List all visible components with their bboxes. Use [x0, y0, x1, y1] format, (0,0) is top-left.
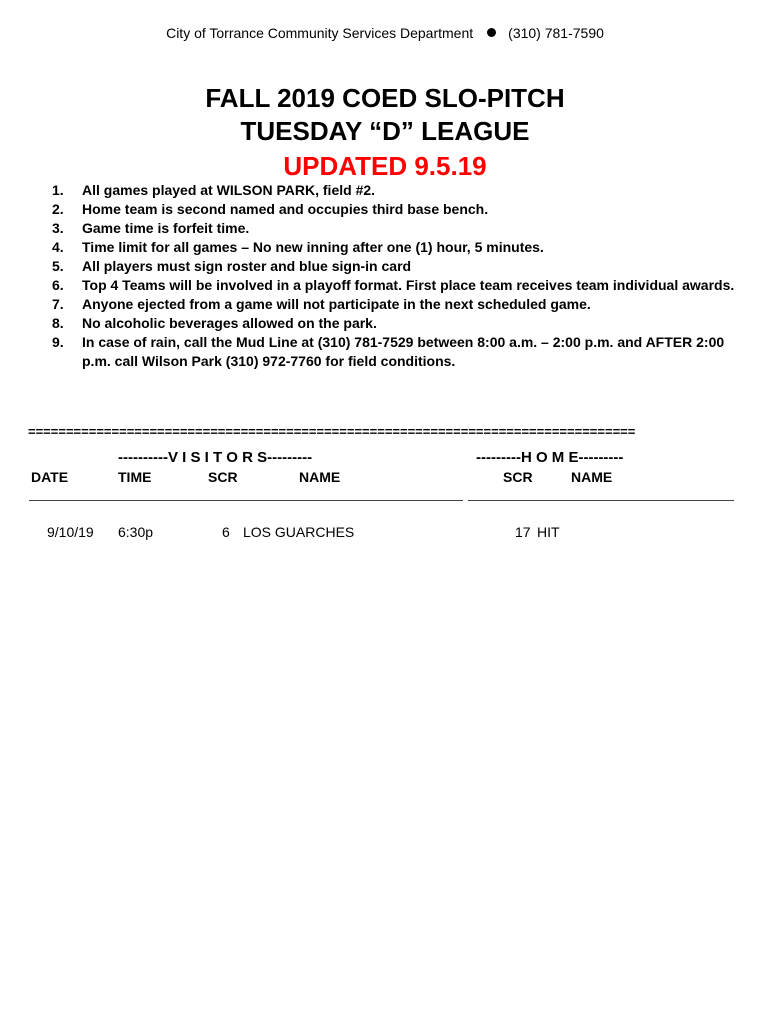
section-divider: ================================================================================ — [28, 427, 636, 437]
visitor-score: 6 — [222, 524, 230, 540]
visitors-heading: ----------V I S I T O R S--------- — [118, 449, 313, 466]
department-phone: (310) 781-7590 — [508, 25, 604, 41]
visitors-underline — [29, 500, 463, 501]
rule-item — [52, 333, 752, 371]
department-header — [0, 24, 770, 42]
home-team-name: HIT — [537, 524, 560, 540]
rule-text: Anyone ejected from a game will not participate in the next scheduled game. — [82, 296, 591, 312]
rule-text: Game time is forfeit time. — [82, 220, 250, 236]
column-header-visitor-score: SCR — [208, 469, 238, 485]
rule-text: All players must sign roster and blue sign-in card — [82, 258, 412, 274]
rule-text: Time limit for all games – No new inning after one (1) hour, 5 minutes. — [82, 239, 544, 255]
rule-item — [52, 200, 752, 219]
rule-text: All games played at WILSON PARK, field #2. — [82, 182, 376, 198]
rule-item — [52, 295, 752, 314]
rule-number: 5. — [52, 258, 64, 274]
home-underline — [468, 500, 734, 501]
rule-item — [52, 238, 752, 257]
game-time: 6:30p — [118, 524, 154, 540]
rule-number: 3. — [52, 220, 64, 236]
column-header-home-score: SCR — [503, 469, 533, 485]
rule-item — [52, 181, 752, 200]
column-header-visitor-name: NAME — [299, 469, 341, 485]
rule-number: 7. — [52, 296, 64, 312]
bullet-icon — [487, 28, 496, 37]
rule-number: 6. — [52, 277, 64, 293]
column-header-date: DATE — [31, 469, 69, 485]
rule-item — [52, 276, 752, 295]
department-name: City of Torrance Community Services Department — [166, 25, 474, 41]
rule-text: Top 4 Teams will be involved in a playoff format. First place team receives team individual awards. — [82, 277, 735, 293]
page-title-line2: TUESDAY “D” LEAGUE — [240, 116, 530, 146]
visitor-team-name: LOS GUARCHES — [243, 524, 355, 540]
rule-number: 9. — [52, 334, 64, 350]
rule-item — [52, 314, 752, 333]
rule-number: 8. — [52, 315, 64, 331]
game-date: 9/10/19 — [47, 524, 94, 540]
rules-list — [52, 181, 752, 371]
page-title-line1: FALL 2019 COED SLO-PITCH — [205, 83, 565, 113]
rule-text: In case of rain, call the Mud Line at (310) 781-7529 between 8:00 a.m. – 2:00 p.m. and AFTER 2:00 p.m. call Wilson Park (310) 972-7760 for field conditions. — [82, 334, 725, 369]
home-heading: ---------H O M E--------- — [476, 449, 624, 466]
column-header-time: TIME — [118, 469, 152, 485]
rule-number: 4. — [52, 239, 64, 255]
rule-text: Home team is second named and occupies third base bench. — [82, 201, 489, 217]
column-header-home-name: NAME — [571, 469, 613, 485]
updated-notice: UPDATED 9.5.19 — [283, 151, 487, 181]
rule-item — [52, 219, 752, 238]
rule-item — [52, 257, 752, 276]
rule-text: No alcoholic beverages allowed on the park. — [82, 315, 377, 331]
home-score: 17 — [515, 524, 531, 540]
rule-number: 1. — [52, 182, 64, 198]
rule-number: 2. — [52, 201, 64, 217]
